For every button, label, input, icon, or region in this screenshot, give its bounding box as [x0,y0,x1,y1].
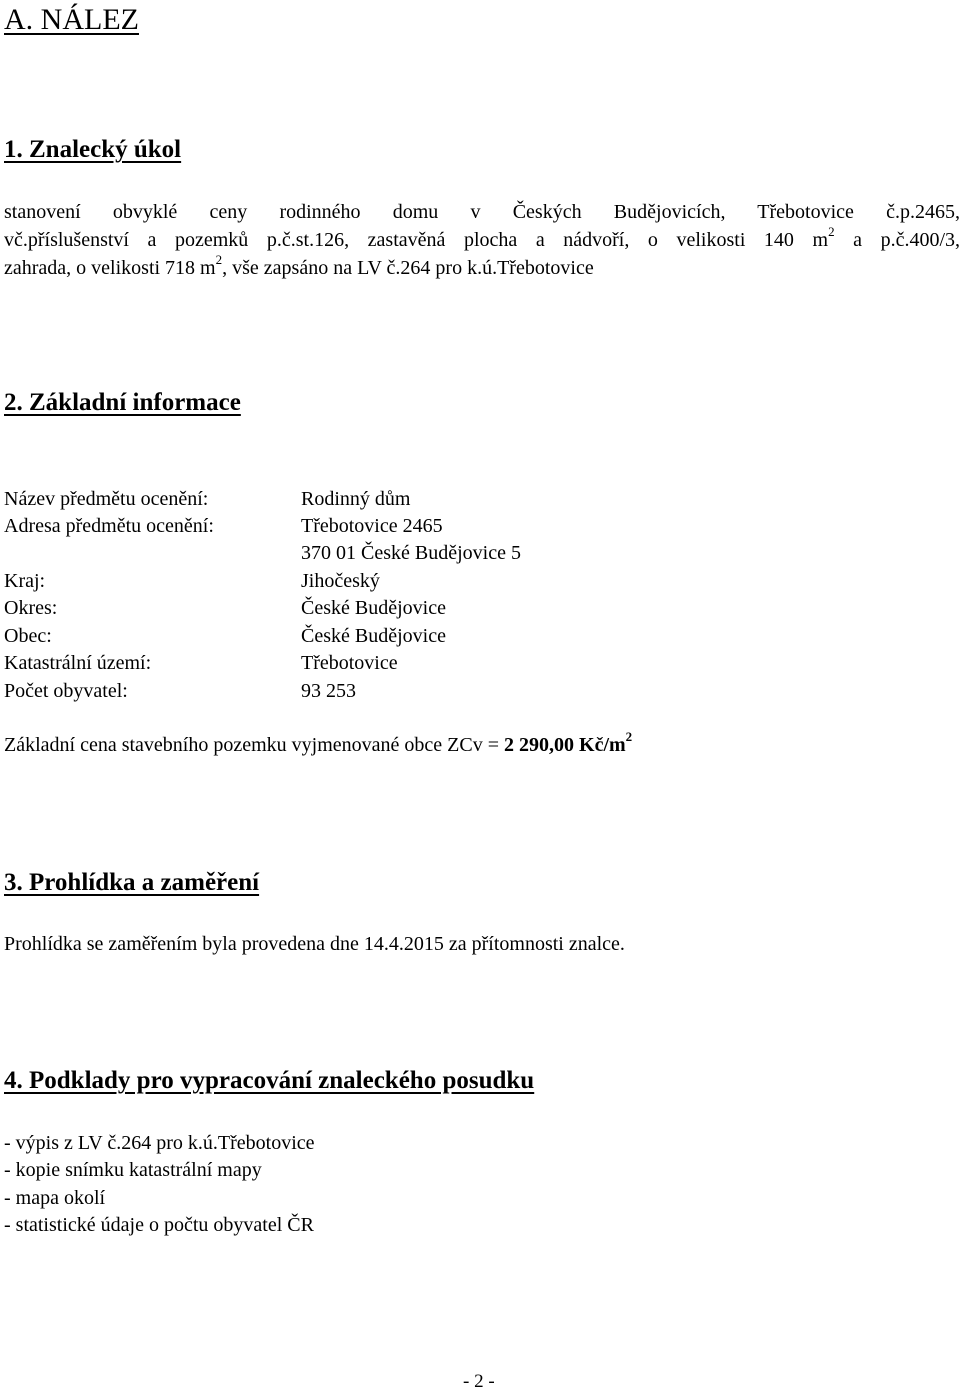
task-line-3-text: zahrada, o velikosti 718 m [4,257,216,279]
info-row [0,624,960,651]
info-row [0,651,960,678]
info-value: 370 01 České Budějovice 5 [301,542,521,564]
page-title: A. NÁLEZ [4,3,139,36]
info-label: Adresa předmětu ocenění: [4,515,214,537]
info-row [0,541,960,568]
list-item: - kopie snímku katastrální mapy [4,1159,262,1181]
info-label: Kraj: [4,570,46,592]
info-row [0,569,960,596]
task-line-1: stanovení obvyklé ceny rodinného domu v Českých Budějovicích, Třebotovice č.p.2465, [4,201,960,223]
info-label: Katastrální území: [4,652,152,674]
task-line-2 [4,224,960,252]
info-row [0,514,960,541]
info-label: Obec: [4,625,52,647]
page-number: - 2 - [463,1371,495,1392]
section-3-heading: 3. Prohlídka a zaměření [4,869,260,896]
info-value: Rodinný dům [301,488,411,510]
inspection-text: Prohlídka se zaměřením byla provedena dne 14.4.2015 za přítomnosti znalce. [4,933,625,955]
info-value: České Budějovice [301,597,446,619]
list-item: - výpis z LV č.264 pro k.ú.Třebotovice [4,1132,315,1154]
info-value: Třebotovice 2465 [301,515,443,537]
info-value: České Budějovice [301,625,446,647]
task-line-3-tail: , vše zapsáno na LV č.264 pro k.ú.Třebotovice [222,257,594,279]
info-row [0,596,960,623]
superscript: 2 [828,224,835,240]
base-price-line [4,729,633,757]
info-label: Název předmětu ocenění: [4,488,209,510]
base-price-text: Základní cena stavebního pozemku vyjmenované obce ZCv = [4,734,505,756]
info-row [0,679,960,706]
task-line-2-tail: a p.č.400/3, [834,229,960,251]
info-row [0,487,960,514]
base-price-value: 2 290,00 Kč/m [504,734,626,756]
section-2-heading: 2. Základní informace [4,389,241,416]
info-value: Třebotovice [301,652,398,674]
superscript: 2 [625,729,633,745]
task-line-3 [4,252,594,280]
list-item: - statistické údaje o počtu obyvatel ČR [4,1214,314,1236]
list-item: - mapa okolí [4,1187,106,1209]
info-value: Jihočeský [301,570,380,592]
section-1-heading: 1. Znalecký úkol [4,136,182,163]
task-line-2-text: vč.příslušenství a pozemků p.č.st.126, zastavěná plocha a nádvoří, o velikosti 140 m [4,229,829,251]
superscript: 2 [215,252,223,268]
info-value: 93 253 [301,680,356,702]
info-label: Okres: [4,597,58,619]
info-label: Počet obyvatel: [4,680,128,702]
section-4-heading: 4. Podklady pro vypracování znaleckého posudku [4,1067,535,1094]
